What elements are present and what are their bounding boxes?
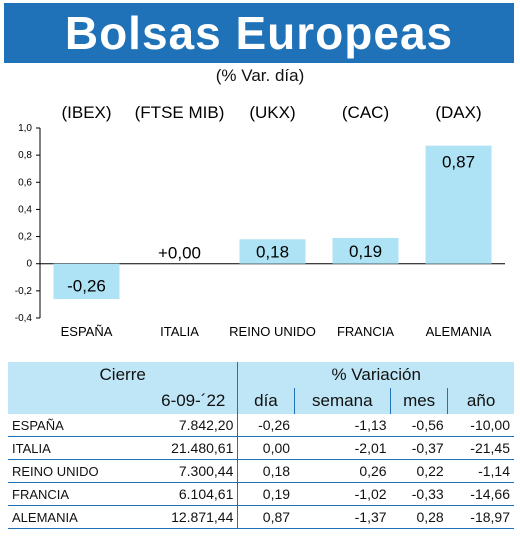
index-label: (FTSE MIB): [134, 103, 225, 122]
row-mes: -0,56: [391, 414, 448, 437]
y-tick-label: 0,4: [18, 204, 32, 216]
row-name: ITALIA: [8, 437, 140, 460]
row-mes: -0,33: [391, 483, 448, 506]
chart-subtitle: (% Var. día): [215, 66, 305, 85]
bar-chart: [0, 90, 520, 352]
row-name: FRANCIA: [8, 483, 140, 506]
y-tick-label: 0,6: [18, 177, 32, 189]
data-label: 0,19: [348, 241, 383, 261]
y-tick-label: 1,0: [18, 123, 32, 134]
row-mes: -0,37: [391, 437, 448, 460]
index-label: (CAC): [341, 103, 390, 122]
row-anio: -1,14: [448, 460, 514, 483]
row-dia: 0,19: [238, 483, 294, 506]
row-semana: -1,13: [294, 414, 391, 437]
data-label: -0,26: [67, 276, 106, 296]
table-header-row-1: [8, 362, 514, 388]
row-cierre: 7.300,44: [140, 460, 238, 483]
y-tick-label: -0,2: [14, 285, 32, 297]
header-variacion: % Variación: [238, 362, 514, 388]
y-tick-label: -0,4: [14, 313, 32, 324]
row-name: REINO UNIDO: [8, 460, 140, 483]
row-semana: -2,01: [294, 437, 391, 460]
row-dia: 0,18: [238, 460, 294, 483]
row-anio: -18,97: [448, 506, 514, 529]
header-anio: año: [448, 388, 514, 414]
header-semana: semana: [294, 388, 391, 414]
y-tick-label: 0,2: [18, 231, 32, 243]
y-tick-label: 0: [26, 258, 32, 270]
row-anio: -10,00: [448, 414, 514, 437]
row-name: ALEMANIA: [8, 506, 140, 529]
row-cierre: 7.842,20: [140, 414, 238, 437]
row-mes: 0,22: [391, 460, 448, 483]
row-semana: 0,26: [294, 460, 391, 483]
index-label: (IBEX): [61, 103, 112, 122]
index-label: (DAX): [435, 103, 482, 122]
row-cierre: 21.480,61: [140, 437, 238, 460]
y-tick-label: 0,8: [18, 150, 32, 162]
chart-title: Bolsas Europeas: [4, 3, 514, 63]
row-dia: -0,26: [238, 414, 294, 437]
category-label: ALEMANIA: [425, 324, 492, 339]
row-anio: -21,45: [448, 437, 514, 460]
row-cierre: 12.871,44: [140, 506, 238, 529]
table-row: [8, 414, 514, 437]
category-label: ITALIA: [160, 324, 199, 339]
data-label: 0,87: [441, 152, 476, 172]
row-cierre: 6.104,61: [140, 483, 238, 506]
data-label: 0,18: [255, 242, 290, 262]
row-semana: -1,37: [294, 506, 391, 529]
header-cierre: Cierre: [8, 362, 238, 388]
category-label: FRANCIA: [336, 324, 395, 339]
header-mes: mes: [391, 388, 448, 414]
row-dia: 0,87: [238, 506, 294, 529]
table-row: [8, 437, 514, 460]
index-label: (UKX): [249, 103, 296, 122]
table-row: [8, 460, 514, 483]
row-name: ESPAÑA: [8, 414, 140, 437]
header-date: 6-09-´22: [8, 388, 238, 414]
row-mes: 0,28: [391, 506, 448, 529]
row-semana: -1,02: [294, 483, 391, 506]
table-header-row-2: [8, 388, 514, 414]
header-dia: día: [238, 388, 294, 414]
row-anio: -14,66: [448, 483, 514, 506]
data-label: +0,00: [157, 243, 202, 263]
category-label: ESPAÑA: [60, 324, 113, 339]
table-row: [8, 483, 514, 506]
category-label: REINO UNIDO: [229, 324, 316, 339]
data-table: [8, 362, 514, 529]
row-dia: 0,00: [238, 437, 294, 460]
table-row: [8, 506, 514, 529]
